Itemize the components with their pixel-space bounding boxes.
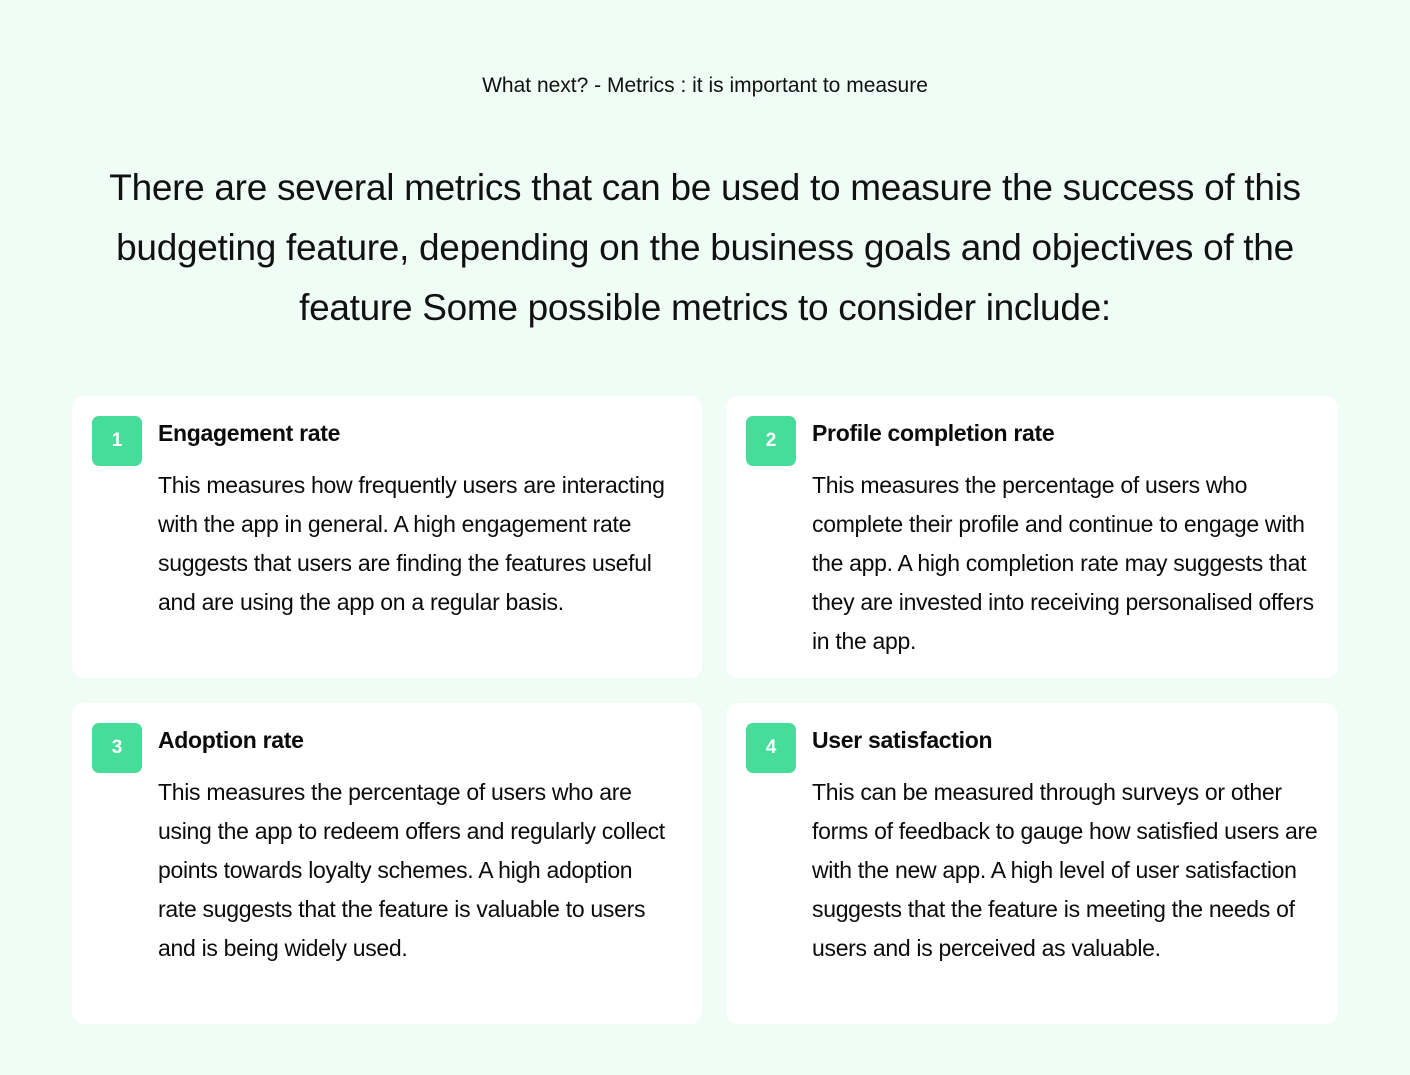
number-badge: 3 [92,723,142,773]
card-title: Engagement rate [158,420,341,446]
number-badge: 2 [746,416,796,466]
card-title: Profile completion rate [812,420,1055,446]
metric-card-engagement [72,396,702,678]
page-headline: There are several metrics that can be used to measure the success of this budgeting feature, depending on the business goals and objectives of the feature Some possible metrics to consider include: [109,167,1301,328]
card-body: This measures the percentage of users who are using the app to redeem offers and regularly collect points towards loyalty schemes. A high adoption rate suggests that the feature is valuable to users and is being widely used. [158,779,665,961]
metric-card-adoption [72,703,702,1024]
card-body: This measures how frequently users are interacting with the app in general. A high engagement rate suggests that users are finding the features useful and are using the app on a regular basis. [158,472,665,615]
card-body: This can be measured through surveys or other forms of feedback to gauge how satisfied users are with the new app. A high level of user satisfaction suggests that the feature is meeting the needs of users and is perceived as valuable. [812,779,1318,961]
number-badge: 1 [92,416,142,466]
metric-card-user-satisfaction [726,703,1338,1024]
card-body: This measures the percentage of users who complete their profile and continue to engage with the app. A high completion rate may suggests that they are invested into receiving personalised offers in the app. [812,472,1314,654]
card-title: User satisfaction [812,727,993,753]
page-subtitle: What next? - Metrics : it is important to measure [482,74,928,97]
card-title: Adoption rate [158,727,304,753]
number-badge: 4 [746,723,796,773]
metric-card-profile-completion [726,396,1338,678]
